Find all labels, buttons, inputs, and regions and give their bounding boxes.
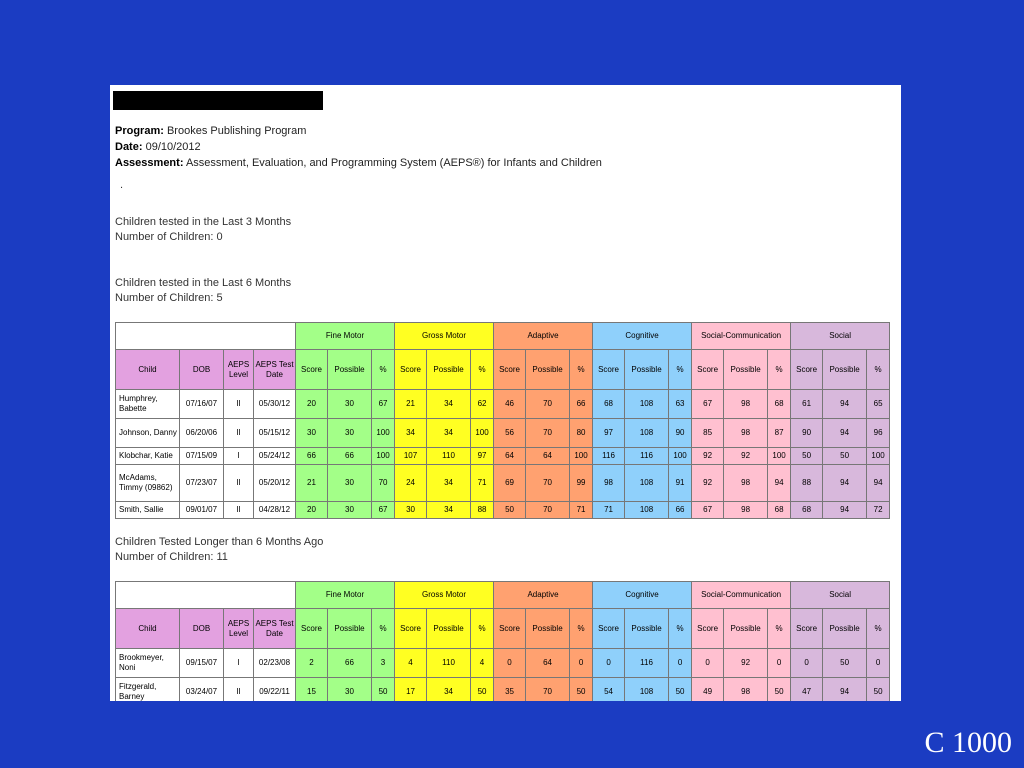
cognitive-score-cell: 0 xyxy=(593,649,625,678)
gross-motor-score-header: Score xyxy=(395,609,427,649)
gross-motor-score-cell: 107 xyxy=(395,448,427,465)
cognitive-score-cell: 97 xyxy=(593,419,625,448)
social-score-header: Score xyxy=(791,350,823,390)
gross-motor-percent-cell: 97 xyxy=(471,448,494,465)
assessment-label: Assessment: xyxy=(115,157,184,169)
social-score-cell: 0 xyxy=(791,649,823,678)
fine-motor-percent-cell: 70 xyxy=(372,465,395,502)
assessment-value: Assessment, Evaluation, and Programming System (AEPS®) for Infants and Children xyxy=(185,157,602,169)
social-communication-percent-cell: 50 xyxy=(768,678,791,702)
adaptive-score-cell: 0 xyxy=(494,649,526,678)
child-name-cell: Fitzgerald, Barney xyxy=(116,678,180,702)
social-communication-score-header: Score xyxy=(692,609,724,649)
program-line xyxy=(115,123,602,139)
adaptive-percent-cell: 66 xyxy=(570,390,593,419)
fine-motor-possible-cell: 30 xyxy=(328,465,372,502)
social-communication-score-cell: 67 xyxy=(692,390,724,419)
social-score-cell: 90 xyxy=(791,419,823,448)
gross-motor-percent-cell: 71 xyxy=(471,465,494,502)
date-value: 09/10/2012 xyxy=(145,141,201,153)
group-header-social-communication: Social-Communication xyxy=(692,582,791,609)
cognitive-possible-cell: 108 xyxy=(625,678,669,702)
gross-motor-possible-cell: 34 xyxy=(427,678,471,702)
gross-motor-score-cell: 21 xyxy=(395,390,427,419)
social-communication-percent-cell: 87 xyxy=(768,419,791,448)
cognitive-possible-cell: 108 xyxy=(625,390,669,419)
social-communication-percent-header: % xyxy=(768,609,791,649)
gross-motor-possible-cell: 110 xyxy=(427,649,471,678)
fine-motor-score-cell: 2 xyxy=(296,649,328,678)
section-count: Number of Children: 5 xyxy=(115,292,223,304)
fine-motor-percent-header: % xyxy=(372,350,395,390)
cognitive-score-cell: 98 xyxy=(593,465,625,502)
aeps-level-cell: II xyxy=(224,419,254,448)
cognitive-score-cell: 71 xyxy=(593,502,625,519)
table-row xyxy=(116,502,890,519)
cognitive-percent-cell: 100 xyxy=(669,448,692,465)
fine-motor-score-cell: 20 xyxy=(296,390,328,419)
social-communication-percent-cell: 0 xyxy=(768,649,791,678)
gross-motor-possible-cell: 34 xyxy=(427,502,471,519)
gross-motor-possible-header: Possible xyxy=(427,350,471,390)
cognitive-possible-header: Possible xyxy=(625,609,669,649)
gross-motor-score-cell: 34 xyxy=(395,419,427,448)
fine-motor-percent-header: % xyxy=(372,609,395,649)
social-communication-possible-cell: 92 xyxy=(724,448,768,465)
social-communication-possible-cell: 98 xyxy=(724,419,768,448)
gross-motor-percent-cell: 4 xyxy=(471,649,494,678)
fine-motor-possible-header: Possible xyxy=(328,609,372,649)
cognitive-percent-cell: 50 xyxy=(669,678,692,702)
social-communication-percent-cell: 68 xyxy=(768,502,791,519)
cognitive-score-cell: 54 xyxy=(593,678,625,702)
aeps-test-date-cell: 05/15/12 xyxy=(254,419,296,448)
aeps-level-cell: II xyxy=(224,502,254,519)
blank-header-cell xyxy=(116,323,296,350)
gross-motor-percent-cell: 100 xyxy=(471,419,494,448)
social-possible-cell: 94 xyxy=(823,465,867,502)
cognitive-percent-header: % xyxy=(669,609,692,649)
aeps-level-cell: II xyxy=(224,390,254,419)
fine-motor-possible-cell: 30 xyxy=(328,390,372,419)
aeps-level-cell: II xyxy=(224,465,254,502)
social-communication-percent-header: % xyxy=(768,350,791,390)
dob-cell: 09/01/07 xyxy=(180,502,224,519)
adaptive-possible-cell: 70 xyxy=(526,419,570,448)
section-count: Number of Children: 0 xyxy=(115,231,223,243)
social-communication-percent-cell: 94 xyxy=(768,465,791,502)
dob-header: DOB xyxy=(180,350,224,390)
adaptive-percent-cell: 50 xyxy=(570,678,593,702)
report-meta xyxy=(115,123,602,171)
social-possible-cell: 94 xyxy=(823,419,867,448)
social-communication-possible-header: Possible xyxy=(724,609,768,649)
group-header-row xyxy=(116,582,890,609)
group-header-social: Social xyxy=(791,582,890,609)
dob-cell: 07/16/07 xyxy=(180,390,224,419)
section-last-6-months xyxy=(115,276,291,306)
fine-motor-percent-cell: 100 xyxy=(372,448,395,465)
table-row xyxy=(116,649,890,678)
social-communication-score-cell: 92 xyxy=(692,465,724,502)
cognitive-score-header: Score xyxy=(593,350,625,390)
cognitive-percent-cell: 66 xyxy=(669,502,692,519)
fine-motor-score-header: Score xyxy=(296,609,328,649)
gross-motor-possible-cell: 34 xyxy=(427,419,471,448)
program-value: Brookes Publishing Program xyxy=(166,125,307,137)
adaptive-possible-header: Possible xyxy=(526,350,570,390)
group-header-adaptive: Adaptive xyxy=(494,323,593,350)
child-name-cell: Humphrey, Babette xyxy=(116,390,180,419)
slide-label: C 1000 xyxy=(924,726,1012,759)
social-possible-header: Possible xyxy=(823,609,867,649)
adaptive-possible-cell: 64 xyxy=(526,649,570,678)
social-possible-header: Possible xyxy=(823,350,867,390)
fine-motor-percent-cell: 67 xyxy=(372,390,395,419)
group-header-social: Social xyxy=(791,323,890,350)
adaptive-percent-header: % xyxy=(570,350,593,390)
social-percent-header: % xyxy=(867,609,890,649)
aeps-level-cell: I xyxy=(224,448,254,465)
redacted-name-bar xyxy=(113,91,323,110)
adaptive-percent-cell: 100 xyxy=(570,448,593,465)
aeps-test-date-cell: 05/24/12 xyxy=(254,448,296,465)
social-percent-cell: 0 xyxy=(867,649,890,678)
adaptive-possible-cell: 70 xyxy=(526,678,570,702)
fine-motor-percent-cell: 67 xyxy=(372,502,395,519)
report-page xyxy=(110,85,901,701)
cognitive-possible-cell: 116 xyxy=(625,649,669,678)
child-header: Child xyxy=(116,350,180,390)
fine-motor-score-cell: 21 xyxy=(296,465,328,502)
social-communication-possible-cell: 98 xyxy=(724,678,768,702)
blank-header-cell xyxy=(116,582,296,609)
social-possible-cell: 94 xyxy=(823,390,867,419)
aeps-level-cell: II xyxy=(224,678,254,702)
adaptive-possible-cell: 70 xyxy=(526,390,570,419)
gross-motor-percent-cell: 88 xyxy=(471,502,494,519)
cognitive-possible-cell: 116 xyxy=(625,448,669,465)
gross-motor-score-header: Score xyxy=(395,350,427,390)
child-name-cell: Klobchar, Katie xyxy=(116,448,180,465)
section-title: Children tested in the Last 6 Months xyxy=(115,277,292,289)
adaptive-percent-cell: 71 xyxy=(570,502,593,519)
fine-motor-percent-cell: 3 xyxy=(372,649,395,678)
gross-motor-percent-header: % xyxy=(471,350,494,390)
social-percent-cell: 96 xyxy=(867,419,890,448)
aeps-level-cell: I xyxy=(224,649,254,678)
child-name-cell: Brookmeyer, Noni xyxy=(116,649,180,678)
fine-motor-possible-cell: 30 xyxy=(328,678,372,702)
cognitive-possible-cell: 108 xyxy=(625,419,669,448)
fine-motor-percent-cell: 100 xyxy=(372,419,395,448)
dob-cell: 06/20/06 xyxy=(180,419,224,448)
social-percent-cell: 94 xyxy=(867,465,890,502)
cognitive-possible-header: Possible xyxy=(625,350,669,390)
table-row xyxy=(116,419,890,448)
adaptive-percent-cell: 0 xyxy=(570,649,593,678)
fine-motor-possible-header: Possible xyxy=(328,350,372,390)
adaptive-score-cell: 35 xyxy=(494,678,526,702)
cognitive-percent-cell: 63 xyxy=(669,390,692,419)
adaptive-possible-cell: 70 xyxy=(526,465,570,502)
date-label: Date: xyxy=(115,141,143,153)
fine-motor-score-cell: 20 xyxy=(296,502,328,519)
adaptive-score-header: Score xyxy=(494,350,526,390)
dob-cell: 07/15/09 xyxy=(180,448,224,465)
social-communication-possible-cell: 98 xyxy=(724,390,768,419)
adaptive-score-cell: 56 xyxy=(494,419,526,448)
social-score-cell: 68 xyxy=(791,502,823,519)
cognitive-score-header: Score xyxy=(593,609,625,649)
social-possible-cell: 50 xyxy=(823,448,867,465)
aeps-test-date-cell: 09/22/11 xyxy=(254,678,296,702)
adaptive-percent-cell: 99 xyxy=(570,465,593,502)
social-percent-cell: 72 xyxy=(867,502,890,519)
social-communication-score-header: Score xyxy=(692,350,724,390)
section-title: Children tested in the Last 3 Months xyxy=(115,216,292,228)
section-longer-than-6-months xyxy=(115,535,323,565)
gross-motor-possible-cell: 34 xyxy=(427,465,471,502)
social-percent-cell: 65 xyxy=(867,390,890,419)
aeps-test-date-cell: 02/23/08 xyxy=(254,649,296,678)
dob-cell: 03/24/07 xyxy=(180,678,224,702)
social-possible-cell: 94 xyxy=(823,678,867,702)
social-communication-score-cell: 0 xyxy=(692,649,724,678)
child-name-cell: Johnson, Danny xyxy=(116,419,180,448)
adaptive-score-cell: 69 xyxy=(494,465,526,502)
aeps-test-date-cell: 05/20/12 xyxy=(254,465,296,502)
group-header-gross-motor: Gross Motor xyxy=(395,582,494,609)
dob-header: DOB xyxy=(180,609,224,649)
social-communication-score-cell: 92 xyxy=(692,448,724,465)
child-header: Child xyxy=(116,609,180,649)
cognitive-percent-cell: 90 xyxy=(669,419,692,448)
social-communication-score-cell: 67 xyxy=(692,502,724,519)
table-row xyxy=(116,390,890,419)
group-header-fine-motor: Fine Motor xyxy=(296,582,395,609)
assessment-line xyxy=(115,155,602,171)
cognitive-percent-cell: 0 xyxy=(669,649,692,678)
social-percent-cell: 50 xyxy=(867,678,890,702)
social-communication-percent-cell: 68 xyxy=(768,390,791,419)
date-line xyxy=(115,139,602,155)
adaptive-score-cell: 64 xyxy=(494,448,526,465)
gross-motor-possible-cell: 110 xyxy=(427,448,471,465)
adaptive-score-cell: 46 xyxy=(494,390,526,419)
social-percent-cell: 100 xyxy=(867,448,890,465)
group-header-row xyxy=(116,323,890,350)
gross-motor-score-cell: 24 xyxy=(395,465,427,502)
adaptive-percent-cell: 80 xyxy=(570,419,593,448)
social-possible-cell: 94 xyxy=(823,502,867,519)
social-communication-possible-cell: 92 xyxy=(724,649,768,678)
social-score-cell: 47 xyxy=(791,678,823,702)
table-row xyxy=(116,465,890,502)
social-communication-possible-header: Possible xyxy=(724,350,768,390)
fine-motor-possible-cell: 30 xyxy=(328,502,372,519)
cognitive-score-cell: 68 xyxy=(593,390,625,419)
adaptive-percent-header: % xyxy=(570,609,593,649)
adaptive-possible-cell: 70 xyxy=(526,502,570,519)
table-row xyxy=(116,448,890,465)
group-header-fine-motor: Fine Motor xyxy=(296,323,395,350)
social-percent-header: % xyxy=(867,350,890,390)
cognitive-possible-cell: 108 xyxy=(625,465,669,502)
group-header-cognitive: Cognitive xyxy=(593,323,692,350)
cognitive-percent-cell: 91 xyxy=(669,465,692,502)
fine-motor-score-cell: 15 xyxy=(296,678,328,702)
aeps-test-date-header: AEPS Test Date xyxy=(254,609,296,649)
aeps-test-date-cell: 05/30/12 xyxy=(254,390,296,419)
adaptive-possible-header: Possible xyxy=(526,609,570,649)
child-name-cell: McAdams, Timmy (09862) xyxy=(116,465,180,502)
social-score-header: Score xyxy=(791,609,823,649)
social-communication-possible-cell: 98 xyxy=(724,465,768,502)
dot-marker: . xyxy=(120,179,124,191)
column-header-row xyxy=(116,609,890,649)
social-score-cell: 50 xyxy=(791,448,823,465)
dob-cell: 07/23/07 xyxy=(180,465,224,502)
fine-motor-score-header: Score xyxy=(296,350,328,390)
social-score-cell: 88 xyxy=(791,465,823,502)
aeps-test-date-cell: 04/28/12 xyxy=(254,502,296,519)
cognitive-score-cell: 116 xyxy=(593,448,625,465)
aeps-level-header: AEPS Level xyxy=(224,350,254,390)
adaptive-possible-cell: 64 xyxy=(526,448,570,465)
column-header-row xyxy=(116,350,890,390)
aeps-test-date-header: AEPS Test Date xyxy=(254,350,296,390)
gross-motor-score-cell: 30 xyxy=(395,502,427,519)
fine-motor-score-cell: 66 xyxy=(296,448,328,465)
fine-motor-possible-cell: 66 xyxy=(328,448,372,465)
gross-motor-possible-cell: 34 xyxy=(427,390,471,419)
gross-motor-percent-cell: 62 xyxy=(471,390,494,419)
section-title: Children Tested Longer than 6 Months Ago xyxy=(115,536,324,548)
cognitive-percent-header: % xyxy=(669,350,692,390)
gross-motor-score-cell: 4 xyxy=(395,649,427,678)
social-score-cell: 61 xyxy=(791,390,823,419)
group-header-gross-motor: Gross Motor xyxy=(395,323,494,350)
group-header-adaptive: Adaptive xyxy=(494,582,593,609)
adaptive-score-cell: 50 xyxy=(494,502,526,519)
fine-motor-score-cell: 30 xyxy=(296,419,328,448)
social-communication-percent-cell: 100 xyxy=(768,448,791,465)
results-table-older xyxy=(115,581,890,701)
group-header-cognitive: Cognitive xyxy=(593,582,692,609)
group-header-social-communication: Social-Communication xyxy=(692,323,791,350)
social-communication-score-cell: 85 xyxy=(692,419,724,448)
fine-motor-possible-cell: 66 xyxy=(328,649,372,678)
gross-motor-percent-cell: 50 xyxy=(471,678,494,702)
fine-motor-percent-cell: 50 xyxy=(372,678,395,702)
section-count: Number of Children: 11 xyxy=(115,551,228,563)
gross-motor-percent-header: % xyxy=(471,609,494,649)
fine-motor-possible-cell: 30 xyxy=(328,419,372,448)
dob-cell: 09/15/07 xyxy=(180,649,224,678)
section-last-3-months xyxy=(115,215,291,245)
results-table-6-months xyxy=(115,322,890,519)
social-possible-cell: 50 xyxy=(823,649,867,678)
child-name-cell: Smith, Sallie xyxy=(116,502,180,519)
program-label: Program: xyxy=(115,125,164,137)
table-row xyxy=(116,678,890,702)
social-communication-possible-cell: 98 xyxy=(724,502,768,519)
social-communication-score-cell: 49 xyxy=(692,678,724,702)
aeps-level-header: AEPS Level xyxy=(224,609,254,649)
adaptive-score-header: Score xyxy=(494,609,526,649)
gross-motor-possible-header: Possible xyxy=(427,609,471,649)
gross-motor-score-cell: 17 xyxy=(395,678,427,702)
cognitive-possible-cell: 108 xyxy=(625,502,669,519)
